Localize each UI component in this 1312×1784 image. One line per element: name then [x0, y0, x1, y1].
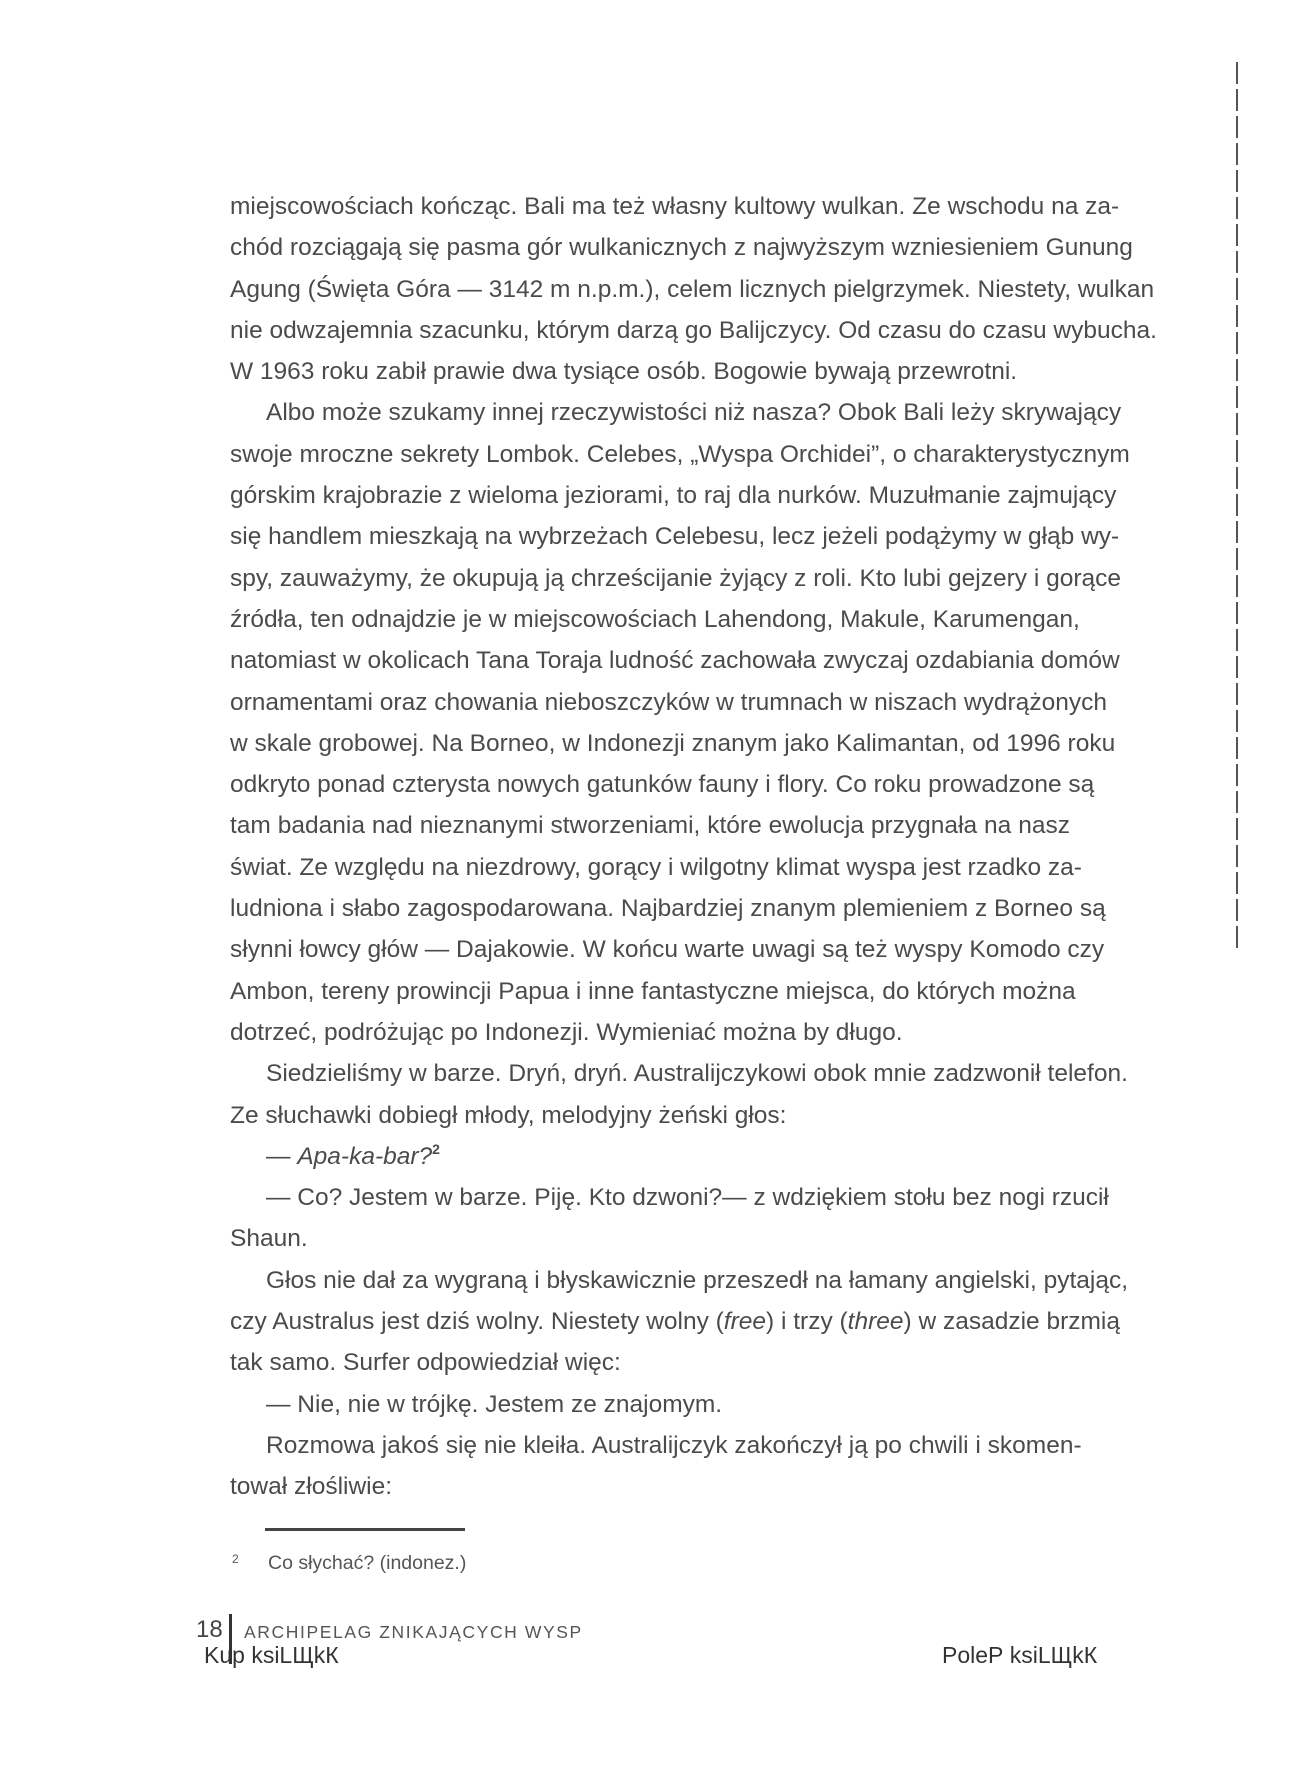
text-line: w skale grobowej. Na Borneo, w Indonezji znanym jako Kalimantan, od 1996 roku	[230, 729, 1116, 757]
text-line: świat. Ze względu na niezdrowy, gorący i wilgotny klimat wyspa jest rzadko za-	[230, 853, 1082, 881]
page-number: 18	[196, 1616, 223, 1643]
dialog-line: — Nie, nie w trójkę. Jestem ze znajomym.	[266, 1390, 723, 1418]
paragraph-start: Głos nie dał za wygraną i błyskawicznie przeszedł na łamany angielski, pytając,	[266, 1266, 1128, 1294]
footnote-number: 2	[232, 1552, 239, 1566]
text-line: Shaun.	[230, 1225, 308, 1253]
paragraph-start: Rozmowa jakoś się nie kleiła. Australijczyk zakończył ją po chwili i skomen-	[266, 1431, 1082, 1459]
text-line: odkryto ponad czterysta nowych gatunków fauny i flory. Co roku prowadzone są	[230, 771, 1095, 799]
text-line: ornamentami oraz chowania nieboszczyków w trumnach w niszach wydrążonych	[230, 688, 1107, 716]
text-line: Ambon, tereny prowincji Papua i inne fantastyczne miejsca, do których można	[230, 977, 1076, 1005]
text-line: dotrzeć, podróżując po Indonezji. Wymieniać można by długo.	[230, 1018, 903, 1046]
footnote	[232, 1552, 466, 1575]
text-line: górskim krajobrazie z wieloma jeziorami, to raj dla nurków. Muzułmanie zajmujący	[230, 482, 1117, 510]
buy-book-link[interactable]: Kup ksiLЩkК	[204, 1642, 339, 1668]
footnote-divider	[265, 1528, 465, 1531]
recommend-book-link[interactable]: PoleР ksiLЩkК	[942, 1642, 1098, 1668]
text-line: słynni łowcy głów — Dajakowie. W końcu warte uwagi są też wyspy Komodo czy	[230, 936, 1105, 964]
text-line: źródła, ten odnajdzie je w miejscowościach Lahendong, Makule, Karumengan,	[230, 605, 1080, 633]
text-segment: ) i trzy (	[766, 1308, 848, 1336]
text-line	[230, 1301, 1120, 1342]
text-line: natomiast w okolicach Tana Toraja ludność zachowała zwyczaj ozdabiania domów	[230, 647, 1120, 675]
text-segment: czy Australus jest dziś wolny. Niestety wolny (	[230, 1308, 724, 1336]
text-segment: ) w zasadzie brzmią	[903, 1308, 1120, 1336]
running-title: ARCHIPELAG ZNIKAJĄCYCH WYSP	[244, 1622, 583, 1642]
dialog-line: — Co? Jestem w barze. Piję. Kto dzwoni?— z wdziękiem stołu bez nogi rzucił	[266, 1184, 1109, 1212]
text-line: swoje mroczne sekrety Lombok. Celebes, „Wyspa Orchidei”, o charakterystycznym	[230, 440, 1130, 468]
text-line: tował złośliwie:	[230, 1473, 393, 1501]
text-line: tak samo. Surfer odpowiedział więc:	[230, 1349, 621, 1377]
text-line: tam badania nad nieznanymi stworzeniami, które ewolucja przygnała na nasz	[230, 812, 1070, 840]
dialog-italic-phrase: Apa-ka-bar?	[297, 1142, 433, 1170]
text-line: się handlem mieszkają na wybrzeżach Celebesu, lecz jeżeli podążymy w głąb wy-	[230, 523, 1120, 551]
dialog-line	[230, 1136, 1070, 1177]
text-line: nie odwzajemnia szacunku, którym darzą go Balijczycy. Od czasu do czasu wybucha.	[230, 316, 1157, 344]
dialog-dash: —	[266, 1142, 298, 1170]
paragraph-start: Albo może szukamy innej rzeczywistości niż nasza? Obok Bali leży skrywający	[266, 399, 1122, 427]
text-line: Ze słuchawki dobiegł młody, melodyjny żeński głos:	[230, 1101, 787, 1129]
footnote-text: Co słychać? (indonez.)	[268, 1552, 467, 1574]
page-edge-marks	[1236, 62, 1238, 952]
text-line: spy, zauważymy, że okupują ją chrześcijanie żyjący z roli. Kto lubi gejzery i gorące	[230, 564, 1121, 592]
text-line: W 1963 roku zabił prawie dwa tysiące osób. Bogowie bywają przewrotni.	[230, 358, 1018, 386]
text-line: Agung (Święta Góra — 3142 m n.p.m.), celem licznych pielgrzymek. Niestety, wulkan	[230, 275, 1155, 303]
text-line: ludniona i słabo zagospodarowana. Najbardziej znanym plemieniem z Borneo są	[230, 895, 1106, 923]
italic-word-three: three	[847, 1308, 904, 1336]
body-text	[230, 186, 1157, 1508]
text-line: chód rozciągają się pasma gór wulkanicznych z najwyższym wzniesieniem Gunung	[230, 234, 1133, 262]
footnote-reference[interactable]: 2	[432, 1140, 440, 1157]
text-line: miejscowościach kończąc. Bali ma też własny kultowy wulkan. Ze wschodu na za-	[230, 193, 1120, 220]
italic-word-free: free	[723, 1308, 767, 1336]
paragraph-start: Siedzieliśmy w barze. Dryń, dryń. Australijczykowi obok mnie zadzwonił telefon.	[266, 1060, 1128, 1088]
